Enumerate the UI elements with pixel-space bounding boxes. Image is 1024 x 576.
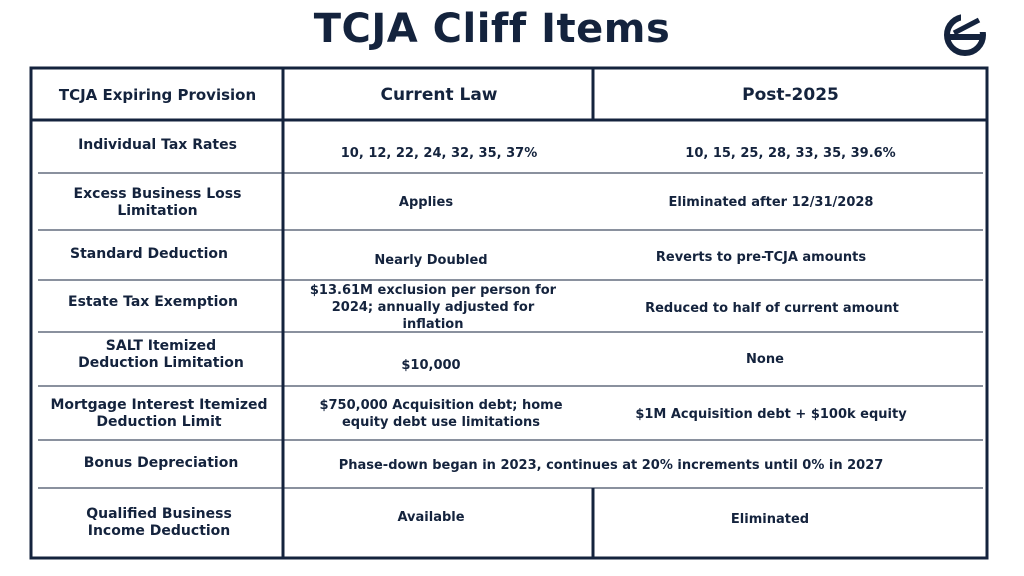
row-provision: Excess Business Loss Limitation bbox=[73, 185, 242, 219]
row-current: 10, 12, 22, 24, 32, 35, 37% bbox=[340, 145, 538, 161]
header-current-law: Current Law bbox=[380, 84, 498, 105]
header-provision: TCJA Expiring Provision bbox=[58, 85, 257, 104]
row-provision: SALT Itemized Deduction Limitation bbox=[78, 338, 244, 371]
row-current: $10,000 bbox=[401, 357, 461, 373]
row-post: Eliminated bbox=[730, 511, 810, 527]
row-post: Reverts to pre-TCJA amounts bbox=[655, 249, 867, 265]
row-provision: Standard Deduction bbox=[70, 245, 228, 262]
row-provision: Mortgage Interest Itemized Deduction Limit bbox=[50, 397, 268, 430]
header-post-2025: Post-2025 bbox=[742, 84, 839, 105]
row-current: $13.61M exclusion per person for 2024; annually adjusted for inflation bbox=[309, 282, 557, 332]
page-title: TCJA Cliff Items bbox=[313, 6, 671, 52]
row-post: Reduced to half of current amount bbox=[645, 300, 899, 316]
g-monogram-icon bbox=[942, 12, 988, 58]
row-current: Available bbox=[397, 509, 465, 525]
row-post: 10, 15, 25, 28, 33, 35, 39.6% bbox=[685, 145, 896, 161]
row-post: $1M Acquisition debt + $100k equity bbox=[635, 406, 907, 422]
row-provision: Qualified Business Income Deduction bbox=[86, 506, 232, 539]
row-merged: Phase-down began in 2023, continues at 20% increments until 0% in 2027 bbox=[338, 457, 884, 473]
row-post: None bbox=[746, 351, 784, 367]
row-provision: Bonus Depreciation bbox=[83, 454, 239, 471]
row-provision: Individual Tax Rates bbox=[78, 136, 237, 153]
row-current: Applies bbox=[398, 195, 454, 210]
row-current: $750,000 Acquisition debt; home equity debt use limitations bbox=[319, 398, 563, 430]
row-post: Eliminated after 12/31/2028 bbox=[668, 195, 874, 210]
row-current: Nearly Doubled bbox=[374, 252, 488, 268]
row-provision: Estate Tax Exemption bbox=[68, 293, 238, 310]
